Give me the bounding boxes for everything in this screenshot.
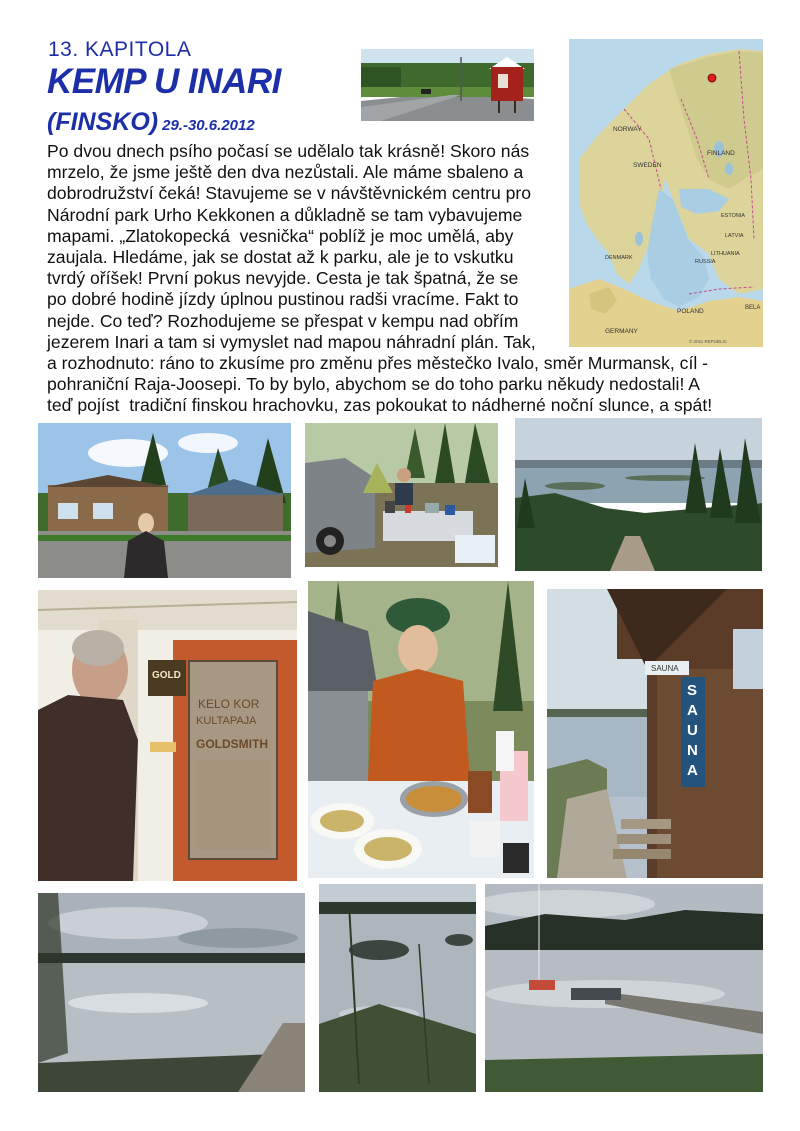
sauna-letter: U: [687, 722, 698, 739]
map-label-latvia: LATVIA: [725, 233, 744, 239]
photo-lake-rocks-birch: [319, 884, 476, 1092]
map-label-denmark: DENMARK: [605, 255, 633, 261]
text-line: mapami. „Zlatokopecká vesnička“ poblíž je moc umělá, aby: [47, 225, 514, 246]
photo-lake-view-road: [515, 418, 762, 571]
text-line: mrzelo, že jsme ještě den dva nezůstali. Ale máme sbaleno a: [47, 162, 524, 183]
photo-pea-soup-cooking: [308, 581, 534, 878]
sauna-letter: A: [687, 762, 698, 779]
photo-visitor-center: [38, 423, 291, 578]
text-line: pohraniční Raja-Joosepi. To by bylo, abychom se do toho parku někudy nedostali! A: [47, 374, 701, 395]
map-label-lithuania: LITHUANIA: [711, 251, 740, 257]
text-line: dobrodružství čeká! Stavujeme se v návštěvnickém centru pro: [47, 183, 532, 204]
map-label-estonia: ESTONIA: [721, 213, 746, 219]
map-label-norway: NORWAY: [613, 126, 642, 133]
gold-sign-text: GOLD: [152, 670, 181, 681]
shop-sign-line3: GOLDSMITH: [196, 737, 268, 751]
map-label-sweden: SWEDEN: [633, 162, 662, 169]
photo-sauna-lake: [547, 589, 763, 878]
photo-roadside-hut: [361, 49, 534, 121]
sauna-letter: N: [687, 742, 698, 759]
map-label-bela: BELA: [745, 305, 761, 311]
photo-boat-pier: [485, 884, 763, 1092]
map-label-finland: FINLAND: [707, 150, 735, 157]
text-line: Národní park Urho Kekkonen a důkladně se tam vybavujeme: [47, 204, 523, 225]
dates-label: 29.-30.6.2012: [162, 117, 255, 134]
text-line: a rozhodnuto: ráno to zkusíme pro změnu přes městečko Ivalo, směr Murmansk, cíl -: [47, 353, 709, 374]
chapter-label: 13. KAPITOLA: [48, 38, 192, 61]
text-line: teď pojíst tradiční finskou hrachovku, zas pokoukat to nádherné noční slunce, a spát!: [47, 395, 713, 416]
shop-sign-line1: KELO KOR: [198, 697, 260, 711]
sauna-letter: S: [687, 682, 698, 699]
page-title: KEMP U INARI: [47, 62, 281, 101]
map-label-russia: RUSSIA: [695, 259, 716, 265]
sauna-arrow-sign-text: SAUNA: [651, 664, 679, 673]
text-line: zaujala. Hledáme, jak se dostat až k parku, ale je to vskutku: [47, 247, 514, 268]
map-copyright: © 2011 REPUBLIC: [689, 339, 727, 344]
text-line: jezerem Inari a tam si vymyslet nad mapou náhradní plán. Tak,: [47, 331, 536, 352]
sauna-letter: A: [687, 702, 698, 719]
article-text: [47, 141, 772, 417]
text-line: Po dvou dnech psího počasí se udělalo tak krásně! Skoro nás: [47, 141, 530, 161]
country-label: (FINSKO): [47, 108, 159, 136]
photo-lake-dock-dusk: [38, 893, 305, 1092]
photo-goldsmith-shop: [38, 590, 297, 881]
text-line: tvrdý oříšek! První pokus nevyjde. Cesta je tak špatná, že se: [47, 268, 519, 289]
photo-camp-breakfast: [305, 423, 498, 567]
page-subtitle: [47, 108, 255, 137]
text-line: nejde. Co teď? Rozhodujeme se přespat v kempu nad obřím: [47, 310, 519, 331]
text-line: po dobré hodině jízdy úplnou pustinou radši vracíme. Fakt to: [47, 289, 519, 310]
map-label-germany: GERMANY: [605, 328, 638, 335]
map-label-poland: POLAND: [677, 308, 704, 315]
shop-sign-line2: KULTAPAJA: [196, 715, 257, 727]
